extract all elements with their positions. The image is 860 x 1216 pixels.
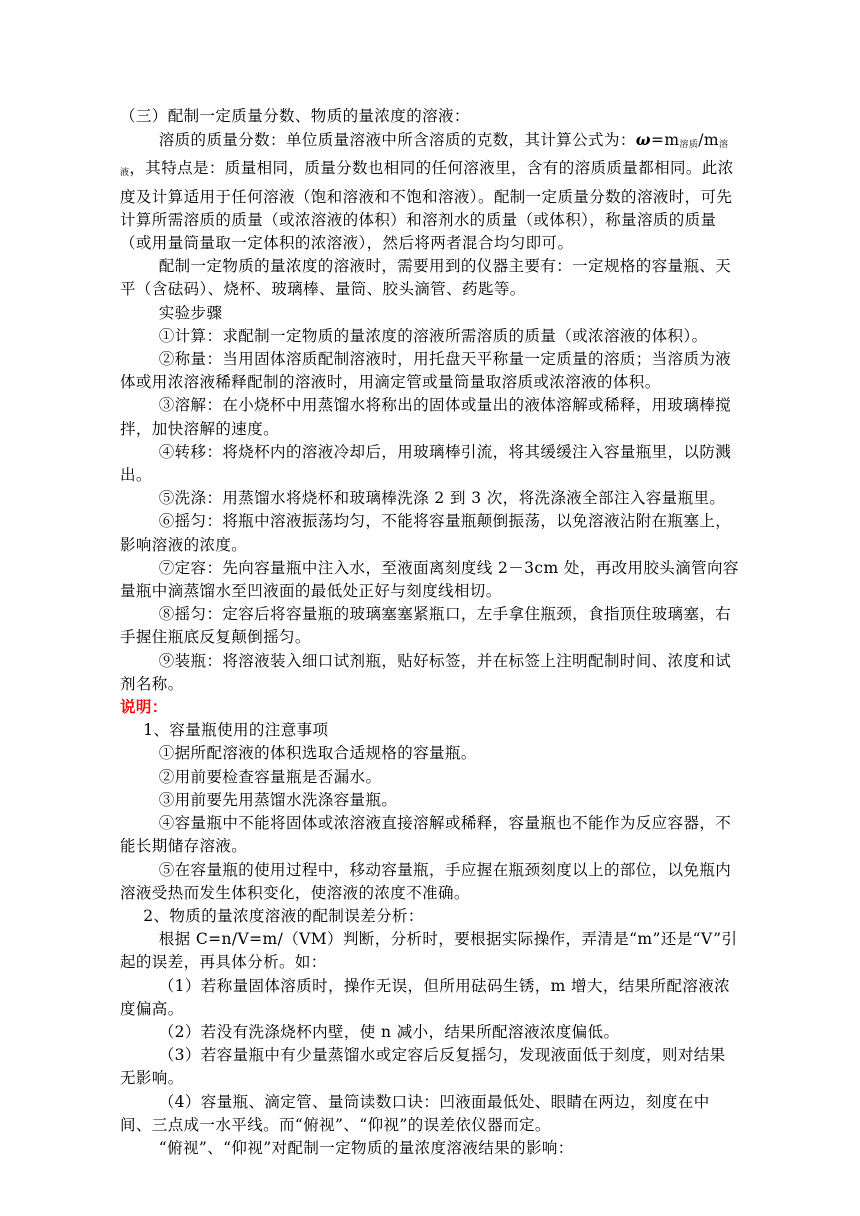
error-item: （1）若称量固体溶质时，操作无误，但所用砝码生锈，m 增大，结果所配溶液浓度偏高。 [120,976,731,1018]
note-item: ⑤在容量瓶的使用过程中，移动容量瓶，手应握在瓶颈刻度以上的部位，以免瓶内溶液受热而发生体积变化，使溶液的浓度不准确。 [120,860,732,902]
step-item: ⑥摇匀：将瓶中溶液振荡均匀，不能将容量瓶颠倒振荡，以免溶液沾附在瓶塞上，影响溶液的浓度。 [120,512,732,554]
note-item: ③用前要先用蒸馏水洗涤容量瓶。 [158,790,398,809]
step-item: ⑨装瓶：将溶液装入细口试剂瓶，贴好标签，并在标签上注明配制时间、浓度和试剂名称。 [120,651,732,693]
mass-fraction-paragraph [120,128,740,255]
document-page [120,105,740,1160]
formula-sub-solution: 溶液 [120,140,729,179]
step-item: ②称量：当用固体溶质配制溶液时，用托盘天平称量一定质量的溶质；当溶质为液体或用浓溶液稀释配制的溶液时，用滴定管或量筒量取溶质或浓溶液的体积。 [120,350,732,392]
section2-last: “俯视”、“仰视”对配制一定物质的量浓度溶液结果的影响： [158,1138,574,1157]
section2-title: 2、物质的量浓度溶液的配制误差分析： [143,906,424,925]
step-item: ③溶解：在小烧杯中用蒸馏水将称出的固体或量出的液体溶解或稀释，用玻璃棒搅拌，加快溶解的速度。 [120,396,732,438]
instruments-paragraph: 配制一定物质的量浓度的溶液时，需要用到的仪器主要有：一定规格的容量瓶、天平（含砝码）、烧杯、玻璃棒、量筒、胶头滴管、药匙等。 [120,257,732,299]
note-item: ①据所配溶液的体积选取合适规格的容量瓶。 [158,744,477,763]
note-label: 说明： [120,698,168,717]
section2-intro: 根据 C=n/V=m/（VM）判断，分析时，要根据实际操作，弄清是“m”还是“V”引起的误差，再具体分析。如： [120,930,738,972]
formula-div: /m [698,131,719,150]
mass-fraction-rest: ，其特点是：质量相同，质量分数也相同的任何溶液里，含有的溶质质量都相同。此浓度及计算适用于任何溶液（饱和溶液和不饱和溶液）。配制一定质量分数的溶液时，可先计算所需溶质的质量（或浓溶液的体积）和溶剂水的质量（或体积），称量溶质的质量（或用量筒量取一定体积的浓溶液），然后将两者混合均匀即可。 [120,159,734,253]
error-item: （2）若没有洗涤烧杯内壁，使 n 减小，结果所配溶液浓度偏低。 [158,1022,620,1041]
note-item: ④容量瓶中不能将固体或浓溶液直接溶解或稀释，容量瓶也不能作为反应容器，不能长期储存溶液。 [120,814,732,856]
step-item: ⑦定容：先向容量瓶中注入水，至液面离刻度线 2－3cm 处，再改用胶头滴管向容量瓶中滴蒸馏水至凹液面的最低处正好与刻度线相切。 [120,558,739,601]
mass-fraction-lead: 溶质的质量分数：单位质量溶液中所含溶质的克数，其计算公式为： [158,131,636,150]
step-item: ⑧摇匀：定容后将容量瓶的玻璃塞塞紧瓶口，左手拿住瓶颈，食指顶住玻璃塞，右手握住瓶底反复颠倒摇匀。 [120,605,732,647]
formula-eq: =m [650,131,680,150]
step-item: ④转移：将烧杯内的溶液冷却后，用玻璃棒引流，将其缓缓注入容量瓶里，以防溅出。 [120,442,732,485]
error-item: （3）若容量瓶中有少量蒸馏水或定容后反复摇匀，发现液面低于刻度，则对结果无影响。 [120,1046,726,1088]
step-item: ⑤洗涤：用蒸馏水将烧杯和玻璃棒洗涤 2 到 3 次，将洗涤液全部注入容量瓶里。 [158,489,726,508]
step-item: ①计算：求配制一定物质的量浓度的溶液所需溶质的质量（或浓溶液的体积）。 [158,326,708,345]
error-item: （4）容量瓶、滴定管、量筒读数口诀：凹液面最低处、眼睛在两边，刻度在中间、三点成一水平线。而“俯视”、“仰视”的误差依仪器而定。 [120,1092,710,1134]
note-item: ②用前要检查容量瓶是否漏水。 [158,767,382,786]
omega-symbol: ω [635,130,651,150]
section-heading: （三）配制一定质量分数、物质的量浓度的溶液： [120,107,470,125]
steps-title: 实验步骤 [158,303,223,322]
section1-title: 1、容量瓶使用的注意事项 [143,721,329,740]
formula-sub-solute: 溶质 [679,140,699,151]
